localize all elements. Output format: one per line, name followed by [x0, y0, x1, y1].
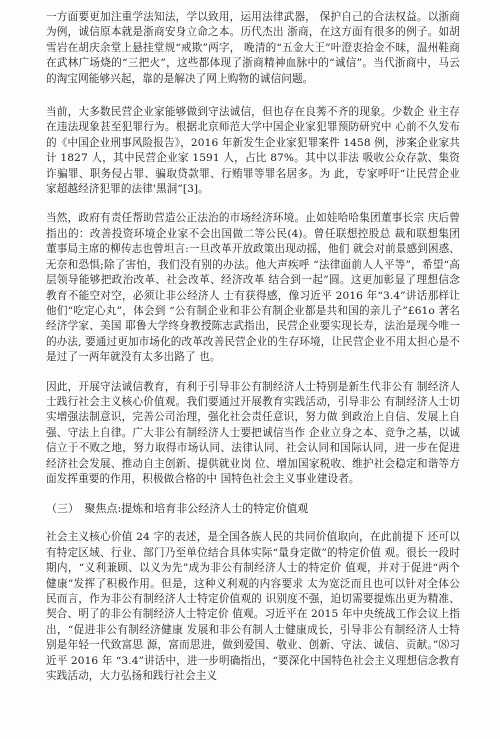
paragraph-zhe-merchants-integrity: 一方面要更加注重学法知法，学以致用，运用法律武器， 保护自己的合法权益。以浙商为例，诚信原本就是浙商安身立命之本。历代杰出 浙商，在这方面有很多的例子。如胡雪岩在胡庆余堂上悬挂堂规“戒欺”两字， 晚清的“五金大王”叶澄衷拾金不昧，温州鞋商在武林广场烧的“三把火”，这些都体现了浙商精神血脉中的“诚信”。当代浙商中，马云的淘宝网能够兴起，靠的是解决了网上购物的诚信问题。: [46, 11, 460, 85]
section-heading: （三） 聚焦点:提炼和培育非公经济人士的特定价值观: [46, 502, 309, 516]
paragraph-core-values: 社会主义核心价值 24 字的表述，是全国各族人民的共同价值取向，在此前提下 还可以有特定区域、行业、部门乃至单位结合具体实际“量身定做”的特定价值 观。很长一段时期内，“义利兼顾、以义为先”成为非公有制经济人士的特定价 值观，并对于促进“两个健康”发挥了积极作用。但是，这种义利观的内容要求 太为宽泛而且也可以针对全体公民而言，作为非公有制经济人士特定价值观的 识别度不强，迫切需要提炼出更为精准、契合、明了的非公有制经济人士特定价 值观。习近平在 2015 年中央统战工作会议上指出，“促进非公有制经济健康 发展和非公有制人士健康成长，引导非公有制经济人士特别是年轻一代致富思 源，富而思进，做到爱国、敬业、创新、守法、诚信、贡献。”⑻习近平 2016 年 “3.4”讲话中，进一步明确指出，“要深化中国特色社会主义理想信念教育 实践活动，大力弘扬和践行社会主义: [46, 531, 460, 683]
paragraph-private-entrepreneurs-crime: 当前，大多数民营企业家能够做到守法诚信，但也存在良莠不齐的现象。少数企 业主存在违法现象甚至犯罪行为。根据北京师范大学中国企业家犯罪预防研究中 心前不久发布的《中国企业刑事风险报告》，2016 年新发生企业家犯罪案件 1458 例，涉案企业家共计 1827 人，其中民营企业家 1591 人，占比 87%。其中以非法 吸收公众存款、集资诈骗罪、职务侵占罪、骗取贷款罪、行贿罪等罪名居多。为 此，专家呼吁“让民营企业家超越经济犯罪的法律'黑洞”[3]。: [46, 106, 460, 196]
paragraph-law-integrity-education: 因此，开展守法诚信教育，有利于引导非公有制经济人士特别是新生代非公有 制经济人士践行社会主义核心价值观。我们要通过开展教育实践活动，引导非公 有制经济人士切实增强法制意识，完善公司治理，强化社会责任意识，努力做 到政治上自信、发展上自强、守法上自律。广大非公有制经济人士要把诚信当作 企业立身之本、竞争之基，以诚信立于不败之地，努力取得市场认同、法律认同、社会认同和国际认同，进一步在促进经济社会发展、推动自主创新、提供就业岗 位、增加国家税收、维护社会稳定和谐等方面发挥重要的作用，积极做合格的中 国特色社会主义事业建设者。: [46, 380, 460, 485]
document-body: [46, 10, 460, 698]
paragraph-government-responsibility: 当然，政府有责任帮助营造公正法治的市场经济环境。止如娃哈哈集团董事长宗 庆后曾指出的：改善投资环境企业家不会出国做二等公民(4)。曾任联想控股总 裁和联想集团董事局主席的柳传志也曾坦言:一旦改革开放政策出现动摇，他们 就会对前景感到困惑、无奈和恐惧;除了害怕，我们没有别的办法。他大声疾呼 “法律面前人人平等”，希望“高层领导能够把政治改革、社会改革、经济改革 结合到一起”圆。这更加彰显了理想信念教育不能空对空，必须让非公经济人 士有获得感，像习近平 2016 年“3.4”讲话那样让他们“吃定心丸”，体会到 “公有制企业和非公有制企业都是共和国的亲儿子”£61o 著名经济学家、美国 耶鲁大学终身教授陈志武指出，民营企业要实现长寿，法治是现今唯一的办法, 要通过更加市场化的改革改善民营企业的生存环境，让民营企业不用太担心是不 是过了一两年就没有太多出路了 也。: [46, 212, 460, 364]
